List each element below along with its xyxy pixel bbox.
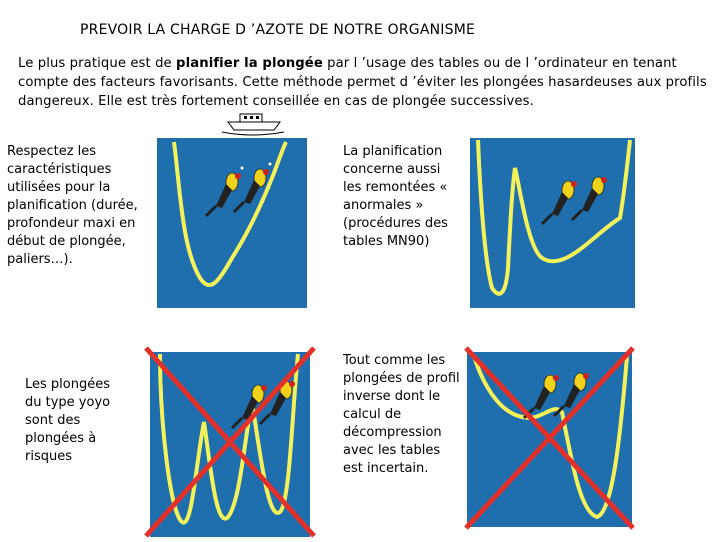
dive-profile-abnormal-ascent-panel: [470, 128, 635, 308]
intro-text-end: par l ’usage des tables ou de l ’ordinateur en tenant compte des facteurs favorisants. Cette méthode permet d ’éviter les plongées hasardeuses aux profils dangereux. Elle est très fortement conseillée en cas de plongée successives.: [18, 56, 707, 109]
caption-yoyo-dives: Les plongées du type yoyo sont des plongées à risques: [25, 377, 111, 464]
caption-planning-parameters: Respectez les caractéristiques utilisées pour la planification (durée, profondeur maxi en début de plongée, paliers…).: [7, 144, 138, 267]
dive-profile-square-panel: [152, 108, 312, 308]
dive-profile-yoyo-illustration: [140, 342, 320, 542]
caption-abnormal-ascents: La planification concerne aussi les remontées « anormales » (procédures des tables MN90): [343, 144, 448, 249]
dive-profile-inverse-panel: [462, 342, 637, 532]
water-background: [157, 138, 307, 308]
dive-profile-inverse-illustration: [462, 342, 637, 532]
dive-profile-square-illustration: [152, 108, 312, 308]
dive-profile-yoyo-panel: [140, 342, 320, 542]
dive-profile-abnormal-ascent-illustration: [470, 128, 635, 308]
intro-text-bold: planifier la plongée: [176, 56, 323, 71]
intro-text-start: Le plus pratique est de: [18, 56, 177, 71]
intro-paragraph: [18, 54, 708, 111]
caption-inverse-profile: Tout comme les plongées de profil inverse dont le calcul de décompression avec les tables est incertain.: [343, 353, 460, 476]
boat-icon: [222, 114, 284, 135]
page-title: PREVOIR LA CHARGE D ’AZOTE DE NOTRE ORGANISME: [80, 22, 476, 38]
